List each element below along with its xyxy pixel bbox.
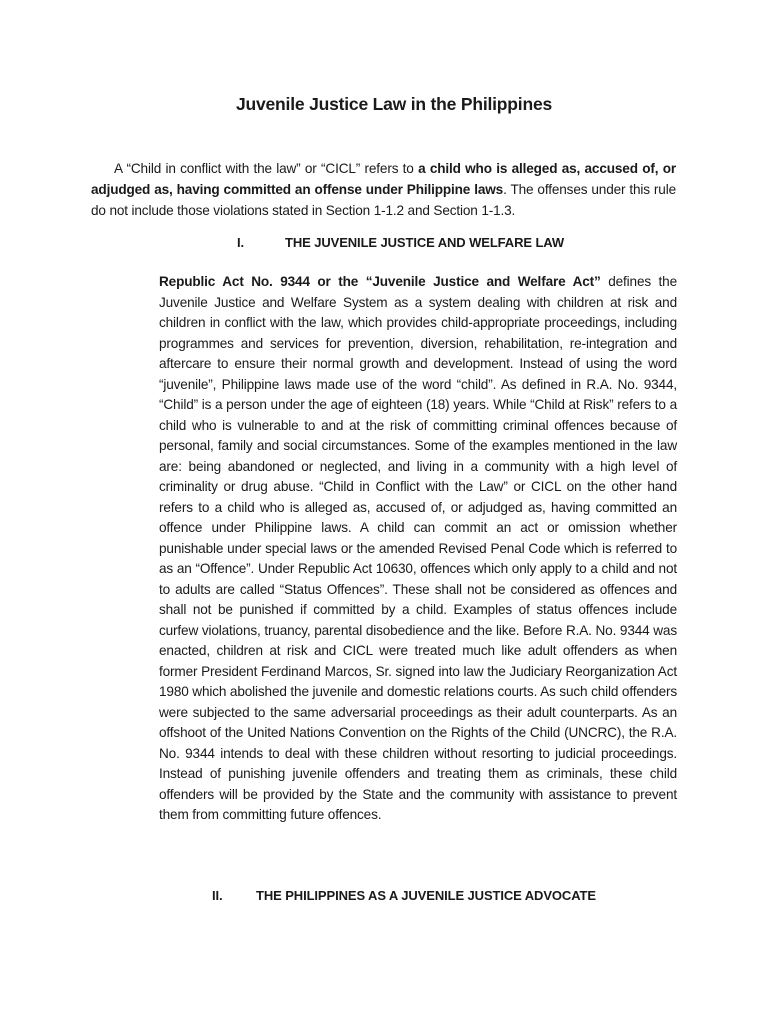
section-1-bold-lead: Republic Act No. 9344 or the “Juvenile Justice and Welfare Act” <box>159 274 601 289</box>
section-1-number: I. <box>237 235 245 250</box>
section-2-number: II. <box>212 888 223 903</box>
intro-text-after: . The offenses under this rule do not include those violations stated in Section 1-1.2 and Section 1-1.3. <box>91 182 676 218</box>
intro-bold-definition: a child who is alleged as, accused of, or adjudged as, having committed an offense under Philippine laws <box>91 161 676 197</box>
intro-text-before: A “Child in conflict with the law” or “CICL” refers to <box>114 161 419 176</box>
section-1-body-text: defines the Juvenile Justice and Welfare System as a system dealing with children at risk and children in conflict with the law, which provides child-appropriate proceedings, including programmes and services for prevention, diversion, rehabilitation, re-integration and aftercare to ensure their normal growth and development. Instead of using the word “juvenile”, Philippine laws made use of the word “child”. As defined in R.A. No. 9344, “Child” is a person under the age of eighteen (18) years. While “Child at Risk” refers to a child who is vulnerable to and at the risk of committing criminal offences because of personal, family and social circumstances. Some of the examples mentioned in the law are: being abandoned or neglected, and living in a community with a high level of criminality or drug abuse. “Child in Conflict with the Law” or CICL on the other hand refers to a child who is alleged as, accused of, or adjudged as, having committed an offence under Philippine laws. A child can commit an act or omission whether punishable under special laws or the amended Revised Penal Code which is referred to as an “Offence”. Under Republic Act 10630, offences which only apply to a child and not to adults are called “Status Offences”. These shall not be considered as offences and shall not be punished if committed by a child. Examples of status offences include curfew violations, truancy, parental disobedience and the like. Before R.A. No. 9344 was enacted, children at risk and CICL were treated much like adult offenders as when former President Ferdinand Marcos, Sr. signed into law the Judiciary Reorganization Act 1980 which abolished the juvenile and domestic relations courts. As such child offenders were subjected to the same adversarial proceedings as their adult counterparts. As an offshoot of the United Nations Convention on the Rights of the Child (UNCRC), the R.A. No. 9344 intends to deal with these children without resorting to judicial proceedings. Instead of punishing juvenile offenders and treating them as criminals, these child offenders will be provided by the State and the community with assistance to prevent them from committing future offences. <box>159 274 677 822</box>
intro-paragraph <box>91 158 676 221</box>
document-title: Juvenile Justice Law in the Philippines <box>235 94 553 114</box>
section-1-title: THE JUVENILE JUSTICE AND WELFARE LAW <box>285 235 565 250</box>
section-1-paragraph <box>159 272 677 826</box>
section-2-title: THE PHILIPPINES AS A JUVENILE JUSTICE ADVOCATE <box>256 888 596 903</box>
